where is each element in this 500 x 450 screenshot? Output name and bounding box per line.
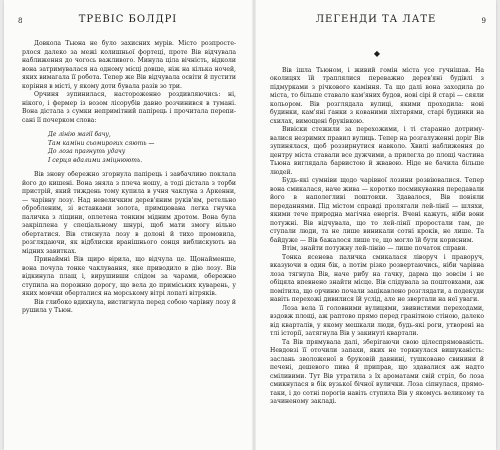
paragraph: Тонка ясенева паличка смикалася ліворуч і праворуч, вказуючи в один бік, а потім різко розвертаючись, ніби чарівна лоза тягнула Вів, наче рибу на гачку, дарма що зовсім і не обіцяла впевнено знайти місце. Вів слідувала за поштовхами, аж помітила, що орчиню почали зацікавлено розглядати, а подекуди навіть перехожі дивилися їй услід, але не звертали на неї уваги.	[270, 253, 484, 303]
left-page-text	[12, 40, 244, 316]
paragraph: Вів знову обережно згорнула папірець і завбачливо поклала його до кишені. Вона зняла з плеча ношу, а тоді дістала з торби пристрій, який тиждень тому купила в учня чаклуна з Аркенни, — чарівну лозу. Над невеличким дерев'яним руків'ям, ретельно обробленим, зі вставками золота, примцювана легка гнучка паличка з ліщини, оплетена тонким мідним дротом. Вона була закріплена у спеціальному шнурі, щоб мати змогу вільно обертатися. Вів стиснула лозу в долоні й тихо промовила, розглядаючи, як відблиски вранішнього сонця виблискують на мідних завитках.	[22, 171, 236, 255]
left-page	[12, 0, 244, 450]
paragraph: Вивіски стежили за перехожими, і ті старанно дотримувалися незримих правил вулиць. Тепер на розгалуженні доріг Вів зупинялася, щоб роззирнутися навколо. Хвилі наближення до центру міста ставали все дужчими, а прилегла до площі частина Тьюна виглядала барвистою й жвавою. Ніде не бачила більше людей.	[270, 126, 484, 176]
book-gutter	[252, 0, 256, 450]
right-page	[260, 0, 492, 450]
verse-line: Там каміни сьомирогих сяють —	[48, 139, 155, 147]
right-running-title: ЛЕГЕНДИ ТА ЛАТЕ	[315, 14, 437, 25]
paragraph: Лоза вела її головними вулицями, звивистими переходами, вздовж площі, аж раптово прямо перед гранітною стіною, далеко від кварталів, у якому мешкали люди, будь-які роги, утворені на тлі історії, затягнула Вів у закинуті квартали.	[270, 304, 484, 337]
book-spread	[4, 0, 496, 450]
paragraph: Будь-які сумніви щодо чарівної лозини розвіювалися. Тепер вона смикалася, наче жива — коротко посмикування передавали його в наполегливі поштовхи. Здавалося, Вів повіяли переданнями. Під містом справді пролягали лей-лінії — шляхи, якими тече природна магічна енергія. Вчені кажуть, ніби вони потужні. Вів відчувала, що то лей-лінії проростали там, де ступали люди, та не лише виникали сотні кроків, не лише. Та байдуже — Вів бажалося лише те, що могло їй бути корисним.	[270, 177, 484, 244]
left-page-number: 8	[18, 17, 23, 25]
verse-block	[48, 131, 236, 165]
left-running-head	[12, 14, 244, 40]
paragraph: Втім, знайти потужну лей-лінію — лише початок справи.	[282, 245, 468, 252]
right-page-text	[260, 50, 492, 407]
left-running-title: ТРЕВІС БОЛДРІ	[78, 14, 178, 25]
right-page-number: 9	[481, 17, 486, 25]
paragraph: Та Вів прямувала далі, зберігаючи свою цілеспрямованість. Невдовзі її оточили запахи, яких не торкнулася вишуканість: заслань зволоженої в бруковій давнині, тушковано свинини й печені, дешевого пива й приправ, що здавалися аж надто сміливими. Тут Вів утратила з їх ароматами свій стріл, бо лоза смикнулася в бік вузької бічної вулички. Лоза сіпнулася, прямо-таки, і до сотні порогів навіть ступила Вів у якомусь великому та зачиненому закладі.	[270, 338, 484, 405]
section-break-ornament: ◆	[373, 49, 381, 58]
paragraph: Вів ішла Тьюном, і живий гомін міста усе гучнішав. На околицях їй траплялися переважно дерев'яні будівлі з підмурками з річкового каміння. Та що далі вона заходила до міста, то більше ставало кам'яних будов, нові сірі й старі — сяяли кольором. Вів розглядала вулиці, якими проходила: нові будинки, кам'яні ґанки з кованими ліхтарями, старі будинки на схилах, вимощені бруківкою.	[270, 66, 484, 125]
verse-line: І серця вдалими зміцнюють.	[48, 156, 143, 164]
paragraph: Орчиня зупинилася, настороженно роздивляючись: ні, нікого, і фермер із возом лісорубів давно розчинився в тумані. Вона дістала з сумки непримітний папірець і прочитала переписані її почерком слова:	[22, 91, 236, 124]
verse-line: Де лінію магії бачу,	[48, 131, 111, 138]
right-running-head	[260, 14, 492, 40]
paragraph: Принаймні Вів щиро вірила, що відчула це. Щонайменше, вона почула тонке чаклування, яке приводило в дію лозу. Вів відкинула плащ і, вирушивши слідом за чарами, обережно ступила на порожню дорогу, що вела до приміських куварень, у яких мовчки оберталися на морському вітрі лопаті вітряків.	[22, 256, 236, 298]
paragraph: Довкола Тьюна не було захисних мурів. Місто розпростерлося далеко за межі колишньої фортеці, проте Вів відчувала наближення до чогось важливого. Минула ціла вічність, відколи вона затримувалася на одному місці довше, ніж на кілька ночей, яких вимагала її робота. Тепер же Вів відчувала освіти й пустити коріння в місті, у якому доти бувала разів зо три.	[22, 40, 236, 90]
paragraph: Вів глибоко вдихнула, вистигнула перед собою чарівну лозу й рушила у Тьюн.	[22, 298, 236, 315]
verse-line: До лоза прагнуть удачу	[48, 148, 126, 156]
